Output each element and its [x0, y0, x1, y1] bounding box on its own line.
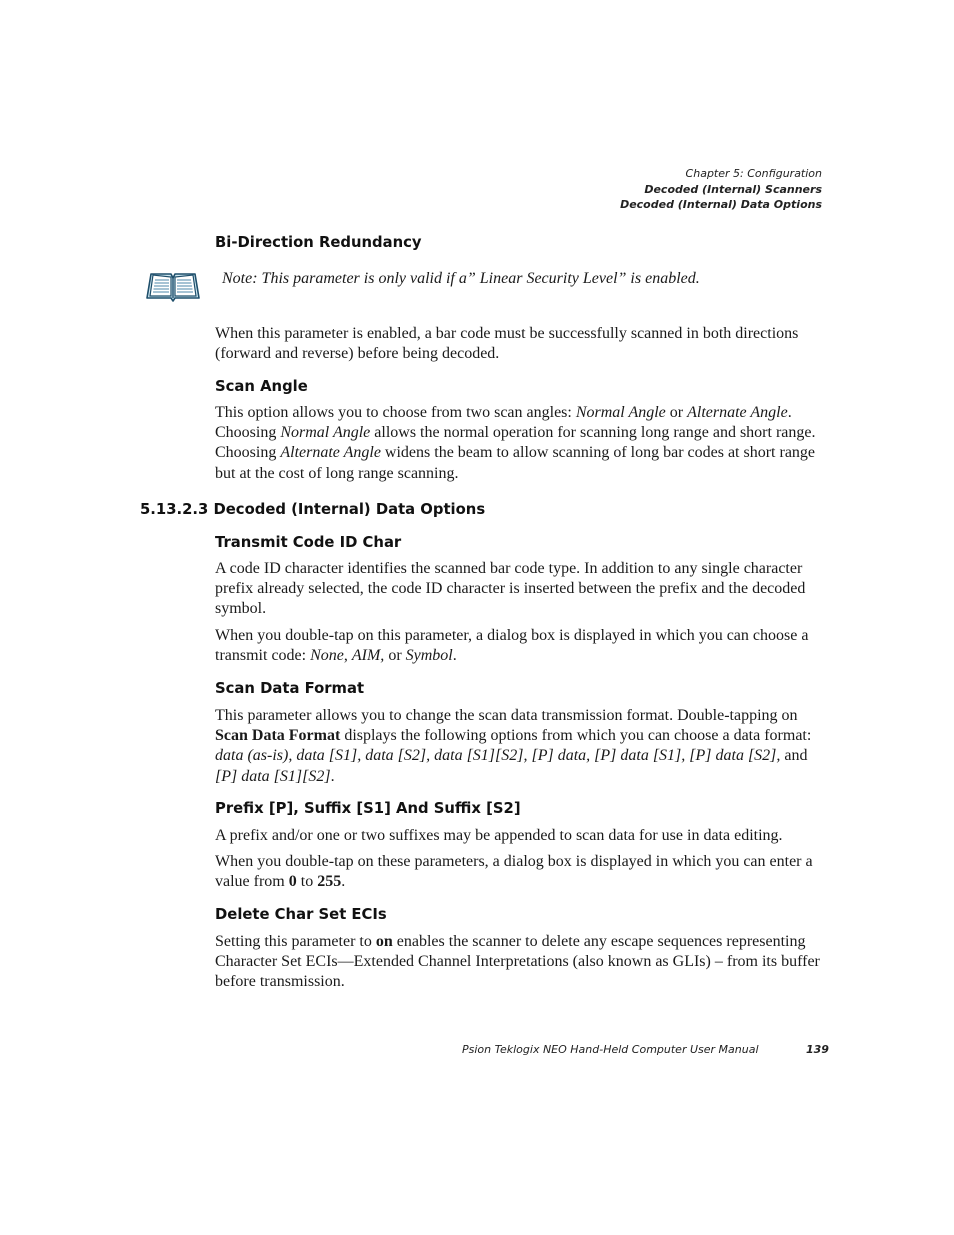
footer-title: Psion Teklogix NEO Hand-Held Computer User Manual: [462, 1043, 759, 1056]
prefix-suffix-p2: When you double-tap on these parameters, a dialog box is displayed in which you can enter a value from 0 to 255.: [215, 853, 813, 891]
heading-scan-angle: Scan Angle: [215, 378, 308, 395]
heading-bi-direction: Bi-Direction Redundancy: [215, 234, 422, 251]
header-section: Decoded (Internal) Scanners: [644, 182, 822, 196]
page-number: 139: [806, 1043, 829, 1056]
heading-delete-eci: Delete Char Set ECIs: [215, 906, 387, 923]
heading-prefix-suffix: Prefix [P], Suffix [S1] And Suffix [S2]: [215, 800, 521, 817]
transmit-code-p1: A code ID character identifies the scanned bar code type. In addition to any single character prefix already selected, the code ID character is inserted between the prefix and the decoded symbol.: [215, 560, 806, 618]
heading-scan-data-format: Scan Data Format: [215, 680, 365, 697]
heading-transmit-code: Transmit Code ID Char: [215, 534, 402, 551]
prefix-suffix-p1: A prefix and/or one or two suffixes may be appended to scan data for use in data editing.: [215, 827, 783, 844]
running-header: [620, 166, 822, 213]
book-icon: [144, 268, 202, 302]
scan-data-format-body: This parameter allows you to change the scan data transmission format. Double-tapping on Scan Data Format displays the following options from which you can choose a data format: data (as-is), data [S1], data [S2], data [S1][S2], [P] data, [P] data [S1], [P] data [S2], and [P] data [S1][S2].: [215, 707, 812, 785]
normal-angle-term: Normal Angle: [575, 404, 666, 421]
section-heading: 5.13.2.3 Decoded (Internal) Data Options: [140, 501, 486, 518]
transmit-code-p2: When you double-tap on this parameter, a dialog box is displayed in which you can choose a transmit code: None, AIM, or Symbol.: [215, 627, 809, 665]
bi-direction-body: When this parameter is enabled, a bar code must be successfully scanned in both directions (forward and reverse) before being decoded.: [215, 325, 799, 363]
delete-eci-body: Setting this parameter to on enables the scanner to delete any escape sequences representing Character Set ECIs—Extended Channel Interpretations (also known as GLIs) – from its buffer before transmission.: [215, 933, 820, 991]
format-options: data (as-is), data [S1], data [S2], data [S1][S2], [P] data, [P] data [S1], [P] data [S2],: [215, 747, 781, 765]
alternate-angle-term: Alternate Angle: [687, 404, 788, 421]
header-chapter: Chapter 5: Configuration: [685, 167, 822, 180]
header-subsection: Decoded (Internal) Data Options: [620, 198, 822, 212]
note-text: Note: This parameter is only valid if a” Linear Security Level” is enabled.: [222, 270, 700, 287]
scan-angle-body: This option allows you to choose from two scan angles: Normal Angle or Alternate Angle. Choosing Normal Angle allows the normal operation for scanning long range and short range. Choosing Alternate Angle widens the beam to allow scanning of long bar codes at short range but at the cost of long range scanning.: [215, 404, 816, 482]
